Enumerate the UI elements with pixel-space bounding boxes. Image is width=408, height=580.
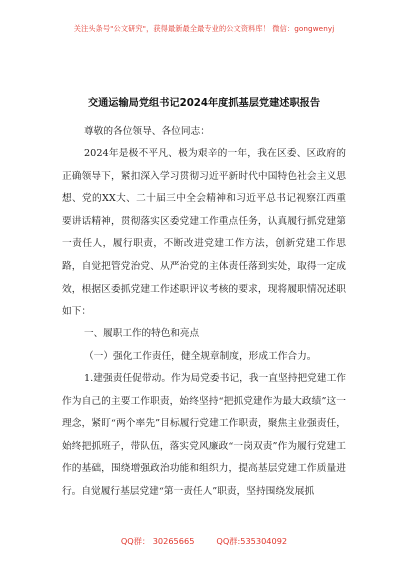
section-heading: 一、履职工作的特色和亮点	[84, 328, 200, 339]
footer-qq-group-1: QQ群： 30265665	[120, 536, 195, 546]
footer-qq-group-2: QQ群:535304092	[216, 536, 288, 546]
paragraph-intro: 2024年是极不平凡、极为艰辛的一年，我在区委、区政府的正确领导下，紧扣深入学习贯彻习近平新时代中国特色社会主义思想、党的XX大、二十届三中全会精神和习近平总书记视察江西重要讲话精神，贯彻落实区委党建工作重点任务，认真履行抓党建第一责任人，履行职责，不断改进党建工作方法，创新党建工作思路，自觉把管党治党、从严治党的主体责任落到实处，取得一定成效，根据区委抓党建工作述职评议考核的要求，现将履职情况述职如下：	[62, 148, 346, 318]
subsection-heading: （一）强化工作责任，健全规章制度，形成工作合力。	[84, 351, 317, 362]
header-banner: 关注头条号"公文研究"，获得最新最全最专业的公文资料库！ 微信：gongwenyj	[73, 24, 335, 33]
footer-contact	[0, 536, 408, 547]
salutation: 尊敬的各位领导、各位同志：	[84, 126, 210, 137]
document-title: 交通运输局党组书记2024年度抓基层党建述职报告	[87, 98, 321, 109]
paragraph-responsibility: 1.建强责任促带动。作为局党委书记，我一直坚持把党建工作作为自己的主要工作职责，始终坚持“把抓党建作为最大政绩”这一理念，紧盯“两个率先”目标履行党建工作职责，聚焦主业强责任，始终把抓班子，带队伍，落实党风廉政“一岗双责”作为履行党建工作的基础，围绕增强政治功能和组织力，提高基层党建工作质量进行。自觉履行基层党建“第一责任人”职责，坚持围绕发展抓	[62, 373, 346, 497]
